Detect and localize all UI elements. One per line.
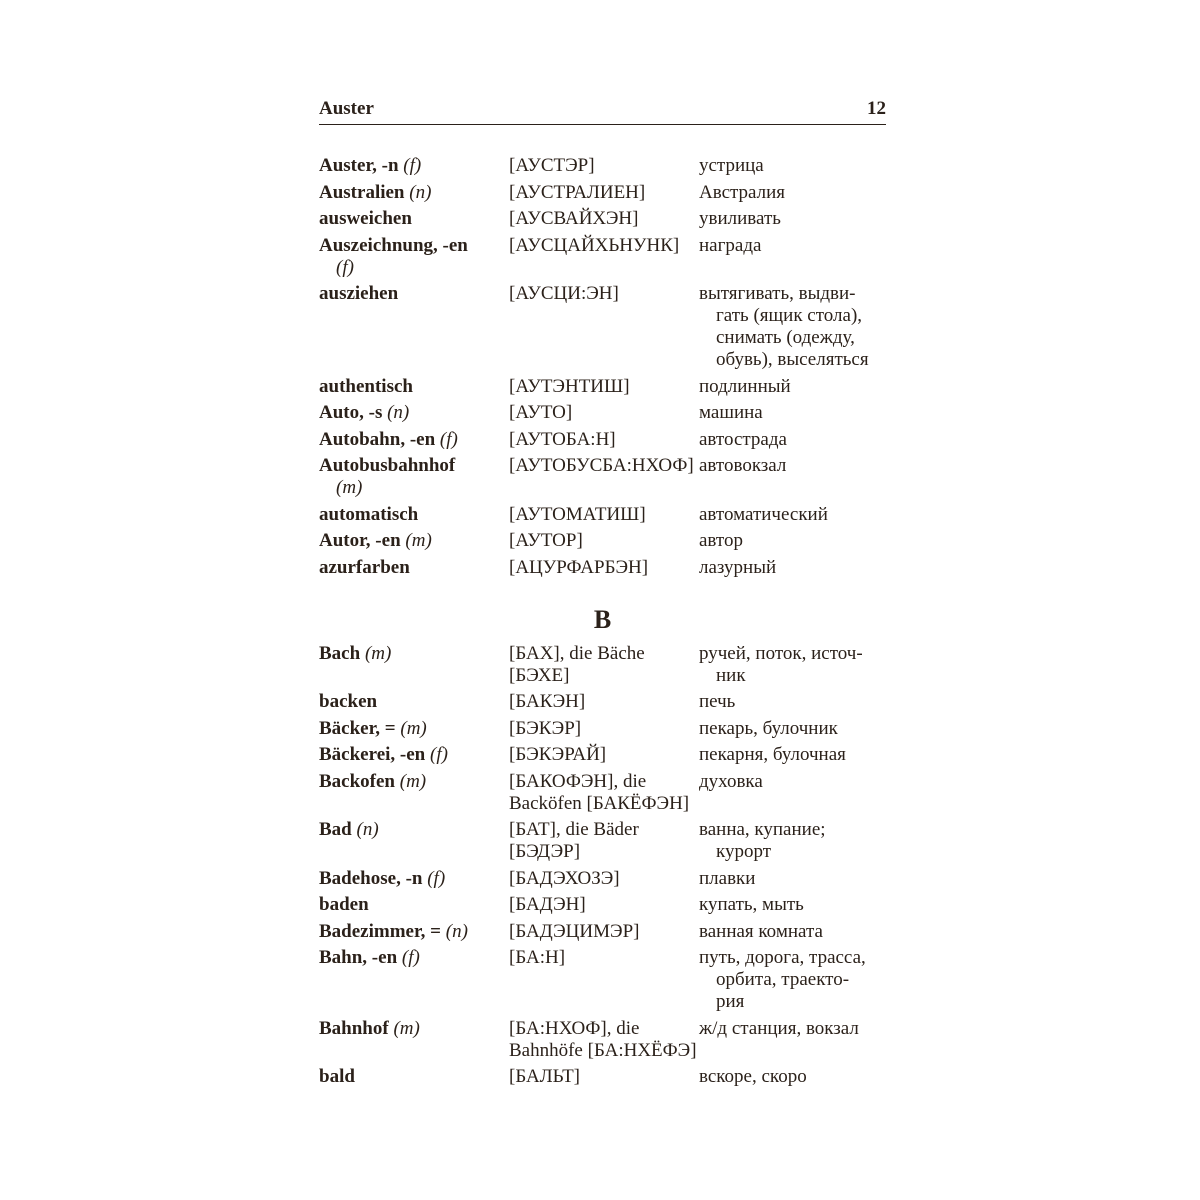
- translation-line: Австралия: [699, 181, 786, 203]
- entry-headword-cell: [319, 376, 509, 398]
- entry-headword: Bäckerei, -en: [319, 744, 426, 765]
- entry-pronunciation: [509, 376, 699, 398]
- entry-headword: automatisch: [319, 503, 419, 525]
- entry-translation: [699, 235, 886, 279]
- pronunciation-line: [АЦУРФАРБЭН]: [509, 556, 649, 578]
- entry-translation: [699, 771, 886, 815]
- dictionary-page: [319, 96, 886, 1093]
- entry-pronunciation: [509, 771, 699, 815]
- entry-translation: [699, 1066, 886, 1088]
- entry-list-b: [319, 643, 886, 1089]
- translation-line: ник: [716, 664, 746, 686]
- dictionary-entry: [319, 557, 886, 579]
- pronunciation-line: [БЭКЭРАЙ]: [509, 744, 607, 765]
- entry-translation: [699, 819, 886, 863]
- translation-line: автострада: [699, 428, 787, 450]
- entry-pronunciation: [509, 182, 699, 204]
- running-head: [319, 96, 886, 125]
- dictionary-entry: [319, 868, 886, 890]
- dictionary-entry: [319, 530, 886, 552]
- pronunciation-line: [БЭКЭР]: [509, 717, 582, 739]
- dictionary-entry: [319, 771, 886, 815]
- dictionary-entry: [319, 1018, 886, 1062]
- pronunciation-line: [АУСЦАЙХЬНУНК]: [509, 234, 680, 256]
- entry-headword: Auster, -n: [319, 155, 399, 176]
- translation-line: ж/д станция, вокзал: [699, 1017, 859, 1039]
- entry-translation: [699, 557, 886, 579]
- entry-headword-cell: [319, 530, 509, 552]
- translation-line: устрица: [699, 155, 764, 176]
- entry-headword: bald: [319, 1066, 355, 1087]
- translation-line: орбита, траекто-: [716, 969, 850, 990]
- entry-grammar: (f): [401, 947, 420, 968]
- dictionary-entry: [319, 182, 886, 204]
- entry-translation: [699, 744, 886, 766]
- entry-headword: Australien: [319, 181, 405, 203]
- translation-line: плавки: [699, 867, 756, 889]
- entry-translation: [699, 921, 886, 943]
- entry-pronunciation: [509, 530, 699, 552]
- translation-line: купать, мыть: [699, 894, 804, 915]
- pronunciation-line: Bahnhöfe [БА:НХЁФЭ]: [509, 1039, 697, 1061]
- entry-headword-cell: [319, 283, 509, 371]
- entry-headword: Autobahn, -en: [319, 428, 436, 450]
- translation-line: автовокзал: [699, 455, 787, 476]
- translation-line: машина: [699, 402, 763, 423]
- dictionary-entry: [319, 155, 886, 177]
- entry-translation: [699, 429, 886, 451]
- entry-headword-cell: [319, 771, 509, 815]
- entry-grammar: (f): [430, 744, 448, 765]
- entry-pronunciation: [509, 1018, 699, 1062]
- entry-headword-cell: [319, 643, 509, 687]
- entry-grammar: (m): [393, 1017, 420, 1039]
- entry-pronunciation: [509, 643, 699, 687]
- pronunciation-line: [АУТОБА:Н]: [509, 428, 616, 450]
- entry-pronunciation: [509, 155, 699, 177]
- dictionary-entry: [319, 894, 886, 916]
- entry-pronunciation: [509, 402, 699, 424]
- entry-grammar: (m): [336, 477, 363, 498]
- entry-headword: Backofen: [319, 770, 395, 792]
- entry-pronunciation: [509, 718, 699, 740]
- translation-line: духовка: [699, 770, 763, 792]
- entry-headword: Bad: [319, 819, 352, 840]
- entry-headword: Bahnhof: [319, 1017, 389, 1039]
- translation-line: снимать (одежду,: [716, 327, 855, 348]
- entry-headword-cell: [319, 557, 509, 579]
- pronunciation-line: [АУТОБУСБА:НХОФ]: [509, 455, 694, 476]
- dictionary-entry: [319, 402, 886, 424]
- entry-translation: [699, 182, 886, 204]
- entry-pronunciation: [509, 283, 699, 371]
- entry-translation: [699, 947, 886, 1013]
- entry-grammar: (n): [387, 402, 410, 423]
- dictionary-entry: [319, 819, 886, 863]
- entry-headword-cell: [319, 402, 509, 424]
- pronunciation-line: [БАТ], die Bäder: [509, 819, 639, 840]
- entry-translation: [699, 155, 886, 177]
- pronunciation-line: [БАЛЬТ]: [509, 1066, 581, 1087]
- entry-pronunciation: [509, 921, 699, 943]
- translation-line: гать (ящик стола),: [716, 305, 863, 326]
- page-number: 12: [867, 98, 886, 119]
- pronunciation-line: [АУСТЭР]: [509, 155, 595, 176]
- entry-translation: [699, 643, 886, 687]
- dictionary-entry: [319, 947, 886, 1013]
- entry-translation: [699, 504, 886, 526]
- entry-headword: ausweichen: [319, 208, 412, 229]
- entry-pronunciation: [509, 208, 699, 230]
- dictionary-entry: [319, 376, 886, 398]
- entry-headword-cell: [319, 868, 509, 890]
- entry-pronunciation: [509, 744, 699, 766]
- dictionary-entry: [319, 208, 886, 230]
- entry-grammar: (f): [403, 155, 422, 176]
- entry-grammar: (n): [445, 920, 468, 942]
- translation-line: лазурный: [699, 556, 777, 578]
- entry-pronunciation: [509, 557, 699, 579]
- entry-headword-cell: [319, 744, 509, 766]
- entry-headword: azurfarben: [319, 556, 410, 578]
- entry-pronunciation: [509, 894, 699, 916]
- dictionary-entry: [319, 744, 886, 766]
- entry-headword: Bach: [319, 642, 361, 664]
- entry-headword-cell: [319, 819, 509, 863]
- translation-line: увиливать: [699, 208, 781, 229]
- pronunciation-line: [БАДЭН]: [509, 894, 586, 915]
- entry-list-a: [319, 155, 886, 579]
- entry-headword-cell: [319, 1066, 509, 1088]
- entry-grammar: (m): [405, 530, 432, 551]
- translation-line: автоматический: [699, 503, 828, 525]
- entry-headword: Autobusbahnhof: [319, 455, 456, 476]
- entry-headword: Autor, -en: [319, 530, 401, 551]
- entry-grammar: (f): [439, 428, 458, 450]
- entry-pronunciation: [509, 947, 699, 1013]
- translation-line: рия: [716, 991, 745, 1012]
- entry-headword: authentisch: [319, 375, 413, 397]
- dictionary-entry: [319, 718, 886, 740]
- translation-line: ванна, купание;: [699, 819, 826, 840]
- dictionary-entry: [319, 429, 886, 451]
- entry-grammar: (m): [364, 642, 392, 664]
- pronunciation-line: [АУСТРАЛИЕН]: [509, 181, 646, 203]
- entry-translation: [699, 283, 886, 371]
- entry-headword-cell: [319, 691, 509, 713]
- pronunciation-line: [БАКОФЭН], die: [509, 770, 647, 792]
- entry-headword: ausziehen: [319, 283, 399, 304]
- pronunciation-line: [БАДЭЦИМЭР]: [509, 920, 640, 942]
- dictionary-entry: [319, 455, 886, 499]
- entry-headword-cell: [319, 182, 509, 204]
- entry-pronunciation: [509, 691, 699, 713]
- pronunciation-line: [АУТОР]: [509, 530, 583, 551]
- translation-line: путь, дорога, трасса,: [699, 947, 866, 968]
- entry-grammar: (n): [409, 181, 432, 203]
- translation-line: награда: [699, 234, 762, 256]
- entry-headword-cell: [319, 155, 509, 177]
- translation-line: подлинный: [699, 375, 791, 397]
- pronunciation-line: [БАКЭН]: [509, 691, 586, 712]
- entry-headword-cell: [319, 921, 509, 943]
- running-headword: Auster: [319, 98, 374, 119]
- dictionary-entry: [319, 691, 886, 713]
- translation-line: автор: [699, 530, 743, 551]
- pronunciation-line: [БАДЭХОЗЭ]: [509, 867, 620, 889]
- pronunciation-line: [АУСЦИ:ЭН]: [509, 283, 619, 304]
- entry-translation: [699, 691, 886, 713]
- entry-headword: Bäcker, =: [319, 717, 396, 739]
- pronunciation-line: [БЭДЭР]: [509, 841, 581, 862]
- entry-grammar: (f): [427, 867, 446, 889]
- entry-headword: Auto, -s: [319, 402, 383, 423]
- entry-translation: [699, 894, 886, 916]
- entry-pronunciation: [509, 429, 699, 451]
- entry-translation: [699, 1018, 886, 1062]
- entry-translation: [699, 455, 886, 499]
- entry-headword-cell: [319, 947, 509, 1013]
- entry-pronunciation: [509, 455, 699, 499]
- entry-translation: [699, 868, 886, 890]
- pronunciation-line: [АУСВАЙХЭН]: [509, 208, 639, 229]
- pronunciation-line: [БА:Н]: [509, 947, 566, 968]
- translation-line: печь: [699, 691, 736, 712]
- entry-headword-cell: [319, 235, 509, 279]
- pronunciation-line: [АУТЭНТИШ]: [509, 375, 630, 397]
- entry-headword: Bahn, -en: [319, 947, 398, 968]
- entry-translation: [699, 208, 886, 230]
- entry-pronunciation: [509, 1066, 699, 1088]
- entry-headword: backen: [319, 691, 378, 712]
- dictionary-entry: [319, 921, 886, 943]
- dictionary-entry: [319, 643, 886, 687]
- translation-line: курорт: [716, 841, 772, 862]
- entry-headword: Auszeichnung, -en: [319, 234, 468, 256]
- entry-headword: baden: [319, 894, 369, 915]
- pronunciation-line: [АУТО]: [509, 402, 573, 423]
- entry-grammar: (n): [356, 819, 379, 840]
- entry-translation: [699, 718, 886, 740]
- entry-pronunciation: [509, 504, 699, 526]
- entry-headword-cell: [319, 208, 509, 230]
- translation-line: вскоре, скоро: [699, 1066, 807, 1087]
- translation-line: пекарь, булочник: [699, 717, 838, 739]
- pronunciation-line: [АУТОМАТИШ]: [509, 503, 646, 525]
- entry-headword-cell: [319, 455, 509, 499]
- entry-pronunciation: [509, 868, 699, 890]
- pronunciation-line: Backöfen [БАКЁФЭН]: [509, 792, 690, 814]
- entry-headword-cell: [319, 504, 509, 526]
- dictionary-entry: [319, 235, 886, 279]
- entry-headword-cell: [319, 894, 509, 916]
- dictionary-entry: [319, 1066, 886, 1088]
- pronunciation-line: [БАХ], die Bäche: [509, 642, 645, 664]
- entry-pronunciation: [509, 235, 699, 279]
- entry-translation: [699, 530, 886, 552]
- dictionary-entry: [319, 504, 886, 526]
- entry-headword-cell: [319, 1018, 509, 1062]
- translation-line: вытягивать, выдви-: [699, 283, 856, 304]
- entry-translation: [699, 402, 886, 424]
- entry-grammar: (f): [336, 256, 354, 278]
- entry-headword: Badezimmer, =: [319, 920, 441, 942]
- translation-line: обувь), выселяться: [716, 349, 869, 370]
- entry-headword-cell: [319, 429, 509, 451]
- dictionary-entry: [319, 283, 886, 371]
- letter-heading: B: [593, 604, 612, 634]
- translation-line: ручей, поток, источ-: [699, 642, 863, 664]
- entry-grammar: (m): [400, 717, 427, 739]
- entry-headword: Badehose, -n: [319, 867, 423, 889]
- translation-line: пекарня, булочная: [699, 744, 846, 765]
- entry-translation: [699, 376, 886, 398]
- entry-pronunciation: [509, 819, 699, 863]
- pronunciation-line: [БЭХЕ]: [509, 664, 570, 686]
- entry-grammar: (m): [399, 770, 427, 792]
- entry-headword-cell: [319, 718, 509, 740]
- pronunciation-line: [БА:НХОФ], die: [509, 1017, 640, 1039]
- translation-line: ванная комната: [699, 920, 823, 942]
